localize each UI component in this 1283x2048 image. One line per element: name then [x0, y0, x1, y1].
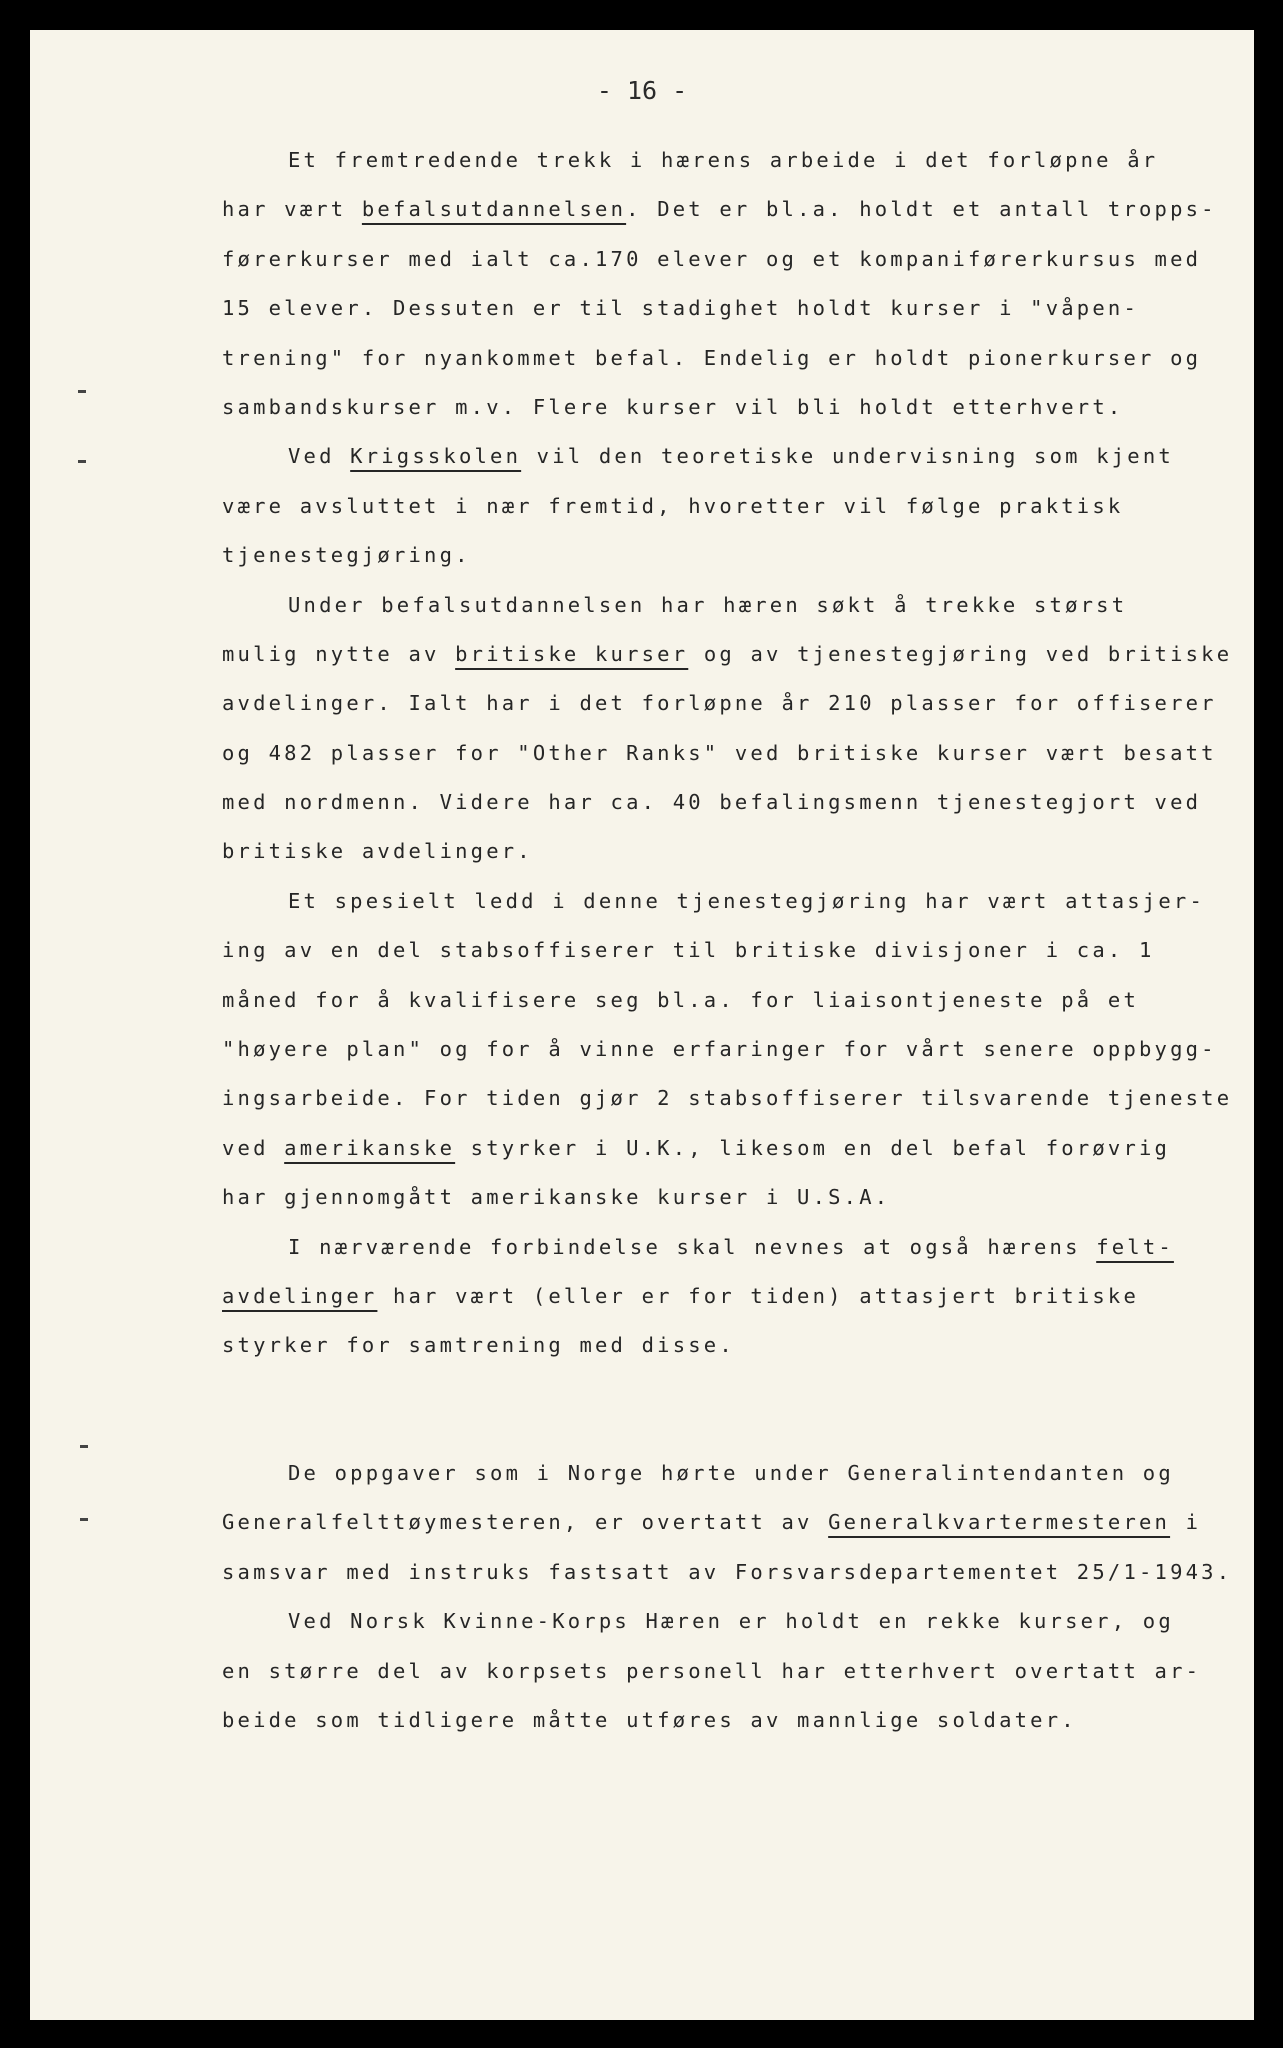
text-line	[222, 383, 1232, 432]
text-line	[222, 284, 1232, 333]
document-page	[30, 30, 1254, 2020]
text-line	[222, 976, 1232, 1025]
text-line	[222, 1647, 1232, 1696]
text-line	[222, 729, 1232, 778]
text-line	[222, 1498, 1232, 1547]
text-span: avdelinger. Ialt har i det forløpne år 210 plasser for offiserer	[222, 691, 1217, 716]
text-line	[222, 926, 1232, 975]
text-line	[222, 432, 1232, 481]
text-line	[222, 1173, 1232, 1222]
text-line	[222, 581, 1232, 630]
body-section-1	[222, 136, 1232, 1371]
text-span: ved	[222, 1135, 285, 1160]
text-span: Generalfelttøymesteren, er overtatt av	[222, 1510, 829, 1535]
text-span: i	[1170, 1510, 1202, 1535]
text-line	[222, 679, 1232, 728]
text-line	[222, 778, 1232, 827]
text-span: Et spesielt ledd i denne tjenestegjøring har vært attasjer-	[288, 888, 1205, 913]
text-line	[222, 235, 1232, 284]
text-span: mulig nytte av	[222, 641, 456, 666]
text-span: har vært	[222, 197, 362, 222]
margin-tick-mark	[78, 390, 86, 393]
text-span: Under befalsutdannelsen har hæren søkt å trekke størst	[288, 592, 1128, 617]
text-line	[222, 1074, 1232, 1123]
text-line	[222, 630, 1232, 679]
text-line	[222, 827, 1232, 876]
text-span: med nordmenn. Videre har ca. 40 befalingsmenn tjenestegjort ved	[222, 790, 1202, 815]
text-line	[222, 1321, 1232, 1370]
text-span: førerkurser med ialt ca.170 elever og et kompaniførerkursus med	[222, 246, 1202, 271]
text-span: De oppgaver som i Norge hørte under Generalintendanten og	[288, 1461, 1174, 1485]
body-section-2	[222, 1449, 1232, 1745]
text-span: og av tjenestegjøring ved britiske	[688, 641, 1233, 666]
text-line	[222, 136, 1232, 185]
text-span: trening" for nyankommet befal. Endelig er holdt pionerkurser og	[222, 345, 1202, 370]
text-line	[222, 482, 1232, 531]
text-span: britiske avdelinger.	[222, 839, 533, 864]
text-line	[222, 1449, 1232, 1498]
underlined-term: avdelinger	[222, 1283, 378, 1308]
margin-tick-mark	[80, 1518, 88, 1521]
text-span: 15 elever. Dessuten er til stadighet holdt kurser i "våpen-	[222, 296, 1139, 321]
text-span: en større del av korpsets personell har etterhvert overtatt ar-	[222, 1658, 1202, 1683]
text-span: har gjennomgått amerikanske kurser i U.S.A.	[222, 1185, 891, 1210]
underlined-term: amerikanske	[284, 1135, 456, 1160]
text-span: "høyere plan" og for å vinne erfaringer for vårt senere oppbygg-	[222, 1037, 1217, 1062]
underlined-term: felt-	[1096, 1234, 1174, 1259]
text-span: ingsarbeide. For tiden gjør 2 stabsoffiserer tilsvarende tjeneste	[222, 1086, 1233, 1111]
text-line	[222, 531, 1232, 580]
margin-tick-mark	[78, 460, 86, 463]
text-line	[222, 1124, 1232, 1173]
text-line	[222, 1025, 1232, 1074]
text-span: I nærværende forbindelse skal nevnes at også hærens	[288, 1234, 1097, 1259]
text-line	[222, 877, 1232, 926]
text-span: beide som tidligere måtte utføres av mannlige soldater.	[222, 1707, 1077, 1732]
text-span: ing av en del stabsoffiserer til britiske divisjoner i ca. 1	[222, 938, 1155, 963]
text-span: Ved Norsk Kvinne-Korps Hæren er holdt en rekke kurser, og	[288, 1609, 1174, 1634]
text-span: har vært (eller er for tiden) attasjert britiske	[377, 1283, 1139, 1308]
text-line	[222, 1696, 1232, 1745]
text-line	[222, 334, 1232, 383]
underlined-term: Generalkvartermesteren	[828, 1510, 1171, 1535]
text-span: styrker for samtrening med disse.	[222, 1333, 735, 1358]
text-span: vil den teoretiske undervisning som kjent	[521, 444, 1174, 469]
text-line	[222, 1548, 1232, 1597]
text-span: Ved	[288, 444, 351, 469]
text-span: . Det er bl.a. holdt et antall tropps-	[626, 197, 1217, 222]
text-span: være avsluttet i nær fremtid, hvoretter vil følge praktisk	[222, 493, 1124, 518]
text-span: tjenestegjøring.	[222, 543, 471, 568]
text-line	[222, 1223, 1232, 1272]
page-number: - 16 -	[596, 76, 688, 105]
text-span: styrker i U.K., likesom en del befal forøvrig	[455, 1135, 1171, 1160]
text-span: måned for å kvalifisere seg bl.a. for liaisontjeneste på et	[222, 987, 1139, 1012]
text-span: sambandskurser m.v. Flere kurser vil bli holdt etterhvert.	[222, 394, 1124, 419]
text-line	[222, 1272, 1232, 1321]
text-line	[222, 1597, 1232, 1646]
text-span: Et fremtredende trekk i hærens arbeide i det forløpne år	[288, 148, 1159, 172]
text-span: og 482 plasser for "Other Ranks" ved britiske kurser vært besatt	[222, 740, 1217, 765]
margin-tick-mark	[80, 1445, 88, 1448]
underlined-term: Krigsskolen	[350, 444, 522, 469]
underlined-term: befalsutdannelsen	[361, 197, 627, 222]
text-line	[222, 185, 1232, 234]
underlined-term: britiske kurser	[455, 641, 689, 666]
text-span: samsvar med instruks fastsatt av Forsvarsdepartementet 25/1-1943.	[222, 1559, 1233, 1584]
